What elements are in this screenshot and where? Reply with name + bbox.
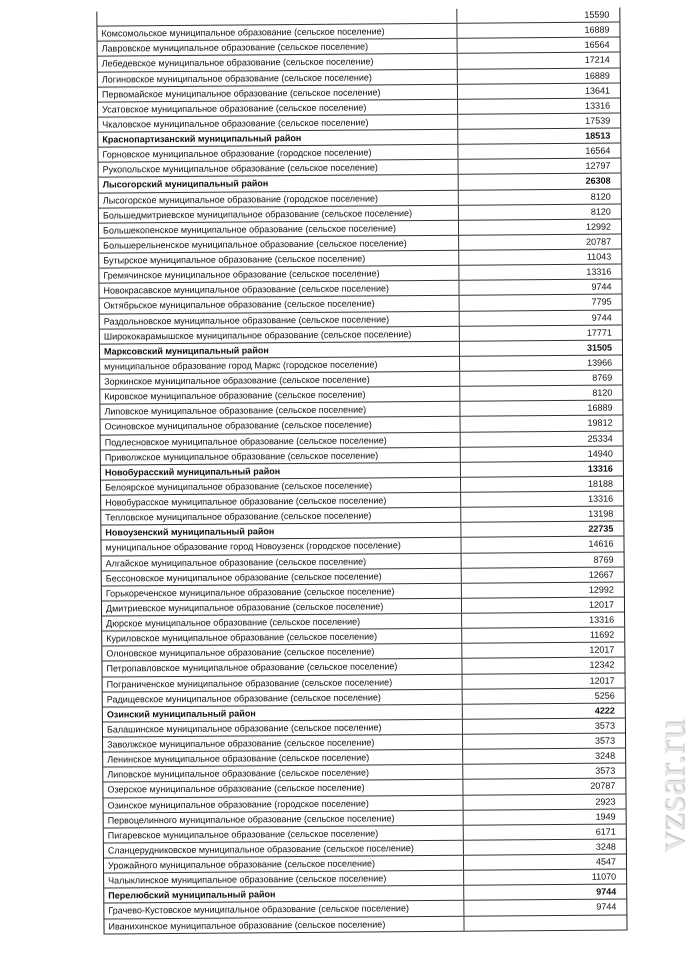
row-value: 14616 [588, 538, 614, 550]
row-name: муниципальное образование город Маркс (городское поселение) [100, 357, 460, 374]
row-name: Новокрасавское муниципальное образование (сельское поселение) [99, 281, 459, 298]
row-value: 13316 [586, 266, 612, 277]
row-name: Озинский муниципальный район [103, 704, 463, 721]
row-value: 1949 [595, 811, 616, 822]
row-value: 3248 [595, 750, 616, 761]
row-value: 16889 [584, 24, 610, 35]
row-value: 16564 [585, 145, 611, 156]
row-name: Марксовский муниципальный район [100, 341, 460, 358]
row-name: Лысогорское муниципальное образование (городское поселение) [99, 190, 459, 207]
row-name [97, 9, 457, 26]
row-name: Куриловское муниципальное образование (сельское поселение) [102, 629, 462, 646]
row-value: 13316 [584, 100, 611, 111]
row-value: 4222 [594, 705, 615, 716]
table-row [104, 915, 626, 934]
row-name: Урожайного муниципальное образование (сельское поселение) [104, 856, 464, 873]
row-name: Олоновское муниципальное образование (сельское поселение) [102, 644, 462, 661]
row-value: 5256 [594, 690, 615, 701]
row-value: 6171 [595, 826, 616, 837]
row-value: 12017 [588, 599, 615, 610]
row-value: 17214 [584, 54, 610, 66]
row-value: 3573 [594, 735, 616, 746]
row-name: Новоузенский муниципальный район [101, 523, 461, 540]
row-value: 15590 [584, 9, 610, 20]
row-name: Дмитриевское муниципальное образование (сельское поселение) [102, 599, 462, 616]
row-name: Петропавловское муниципальное образование (сельское поселение) [102, 659, 462, 676]
row-name: Чалыклинское муниципальное образование (сельское поселение) [104, 871, 464, 888]
row-value: 17539 [585, 115, 611, 126]
watermark [647, 620, 693, 950]
row-value: 20787 [586, 236, 612, 247]
row-name: Тепловское муниципальное образование (сельское поселение) [101, 508, 461, 525]
row-name: Гремячинское муниципальное образование (сельское поселение) [99, 266, 459, 283]
row-name: Бессоновское муниципальное образование (сельское поселение) [102, 568, 462, 585]
row-value: 25334 [587, 433, 613, 444]
row-value: 12017 [589, 644, 615, 655]
row-value: 12992 [585, 221, 612, 232]
row-name: Иванихинское муниципальное образование (сельское поселение) [104, 916, 464, 933]
row-name: Белоярское муниципальное образование (сельское поселение) [101, 478, 461, 495]
row-value: 7795 [591, 296, 612, 308]
row-value: 16564 [584, 39, 610, 51]
row-value: 9744 [591, 312, 612, 323]
row-name: Подлесновское муниципальное образование (сельское поселение) [101, 432, 461, 449]
row-value: 13316 [589, 614, 615, 625]
row-value: 19812 [587, 417, 613, 429]
row-name: Первомайское муниципальное образование (сельское поселение) [98, 84, 458, 101]
row-value: 17771 [586, 327, 612, 338]
row-value: 8120 [590, 191, 611, 202]
row-name: Перелюбский муниципальный район [104, 886, 464, 903]
row-name: Горькореченское муниципальное образование (сельское поселение) [102, 583, 462, 600]
row-value: 9744 [596, 901, 617, 913]
row-name: Лебедевское муниципальное образование (сельское поселение) [98, 54, 458, 71]
row-value: 12667 [588, 569, 614, 580]
row-value: 13316 [587, 463, 613, 474]
row-name: Заволжское муниципальное образование (сельское поселение) [103, 735, 463, 752]
row-name: Липовское муниципальное образование (сельское поселение) [100, 402, 460, 419]
row-name: Комсомольское муниципальное образование (сельское поселение) [97, 24, 457, 41]
row-name: Осиновское муниципальное образование (сельское поселение) [101, 417, 461, 434]
row-name: Бутырское муниципальное образование (сельское поселение) [99, 251, 459, 268]
row-name: Октябрьское муниципальное образование (сельское поселение) [100, 296, 460, 313]
row-value: 26308 [585, 175, 611, 187]
row-value: 12992 [588, 584, 614, 595]
row-name: Балашинское муниципальное образование (сельское поселение) [103, 720, 463, 737]
row-name: Пигаревское муниципальное образование (сельское поселение) [104, 825, 464, 842]
row-name: Озерское муниципальное образование (сельское поселение) [103, 780, 463, 797]
row-value: 12797 [585, 160, 611, 171]
row-name: Краснопартизанский муниципальный район [98, 130, 458, 147]
row-value: 8120 [590, 206, 611, 217]
row-name: Сланцерудниковское муниципальное образование (сельское поселение) [104, 841, 464, 858]
row-name: Логиновское муниципальное образование (сельское поселение) [98, 69, 458, 86]
data-table [96, 7, 627, 934]
row-value: 16889 [587, 402, 613, 413]
row-name: Приволжское муниципальное образование (сельское поселение) [101, 447, 461, 464]
row-value: 3248 [595, 841, 616, 852]
row-value [464, 915, 626, 930]
watermark-text: vzsar.ru [647, 718, 693, 852]
row-value: 18188 [587, 478, 614, 489]
row-value: 9744 [591, 281, 612, 292]
row-name: Озинское муниципальное образование (городское поселение) [103, 795, 463, 812]
row-name: муниципальное образование город Новоузенск (городское поселение) [101, 538, 461, 555]
row-name: Дюрское муниципальное образование (сельское поселение) [102, 614, 462, 631]
row-name: Лавровское муниципальное образование (сельское поселение) [98, 39, 458, 56]
row-name: Грачево-Кустовское муниципальное образование (сельское поселение) [104, 901, 464, 918]
row-value: 3573 [594, 720, 615, 731]
row-value: 16889 [584, 70, 610, 81]
row-value: 8769 [592, 372, 613, 383]
row-name: Рукопольское муниципальное образование (сельское поселение) [99, 160, 459, 177]
row-name: Чкаловское муниципальное образование (сельское поселение) [98, 115, 458, 132]
row-value: 11692 [589, 629, 615, 640]
row-value: 9744 [596, 886, 617, 897]
row-name: Зоркинское муниципальное образование (сельское поселение) [100, 372, 460, 389]
row-name: Новобурасский муниципальный район [101, 462, 461, 479]
row-value: 13316 [588, 493, 614, 504]
row-name: Ленинское муниципальное образование (сельское поселение) [103, 750, 463, 767]
row-name: Раздольновское муниципальное образование (сельское поселение) [100, 311, 460, 328]
row-name: Радищевское муниципальное образование (сельское поселение) [103, 689, 463, 706]
row-value: 2923 [595, 796, 616, 807]
row-name: Горновское муниципальное образование (городское поселение) [98, 145, 458, 162]
row-name: Лысогорский муниципальный район [99, 175, 459, 192]
row-value: 12017 [589, 675, 615, 686]
row-name: Алгайское муниципальное образование (сельское поселение) [102, 553, 462, 570]
row-value: 13641 [584, 85, 610, 96]
row-value: 8769 [593, 554, 614, 565]
row-value: 12342 [589, 659, 615, 671]
row-value: 4547 [595, 856, 617, 867]
row-value: 31505 [586, 342, 613, 353]
row-value: 13966 [587, 357, 613, 368]
row-value: 22735 [588, 523, 614, 534]
row-value: 14940 [587, 448, 613, 459]
row-value: 8120 [592, 387, 613, 398]
row-name: Ширококарамышское муниципальное образование (сельское поселение) [100, 326, 460, 343]
row-value: 11043 [586, 251, 612, 262]
row-value: 3573 [595, 765, 616, 776]
row-name: Усатовское муниципальное образование (сельское поселение) [98, 99, 458, 116]
row-value: 13198 [588, 508, 614, 519]
row-name: Пограниченское муниципальное образование (сельское поселение) [103, 674, 463, 691]
row-name: Кировское муниципальное образование (сельское поселение) [100, 387, 460, 404]
row-name: Большерельненское муниципальное образование (сельское поселение) [99, 236, 459, 253]
row-value: 20787 [590, 780, 616, 792]
row-name: Большекопенское муниципальное образование (сельское поселение) [99, 220, 459, 237]
row-name: Первоцелинного муниципальное образование (сельское поселение) [104, 810, 464, 827]
row-value: 11070 [591, 871, 617, 882]
row-value: 18513 [585, 130, 611, 141]
row-name: Липовское муниципальное образование (сельское поселение) [103, 765, 463, 782]
row-name: Новобурасское муниципальное образование (сельское поселение) [101, 493, 461, 510]
row-name: Большедмитриевское муниципальное образование (сельское поселение) [99, 205, 459, 222]
